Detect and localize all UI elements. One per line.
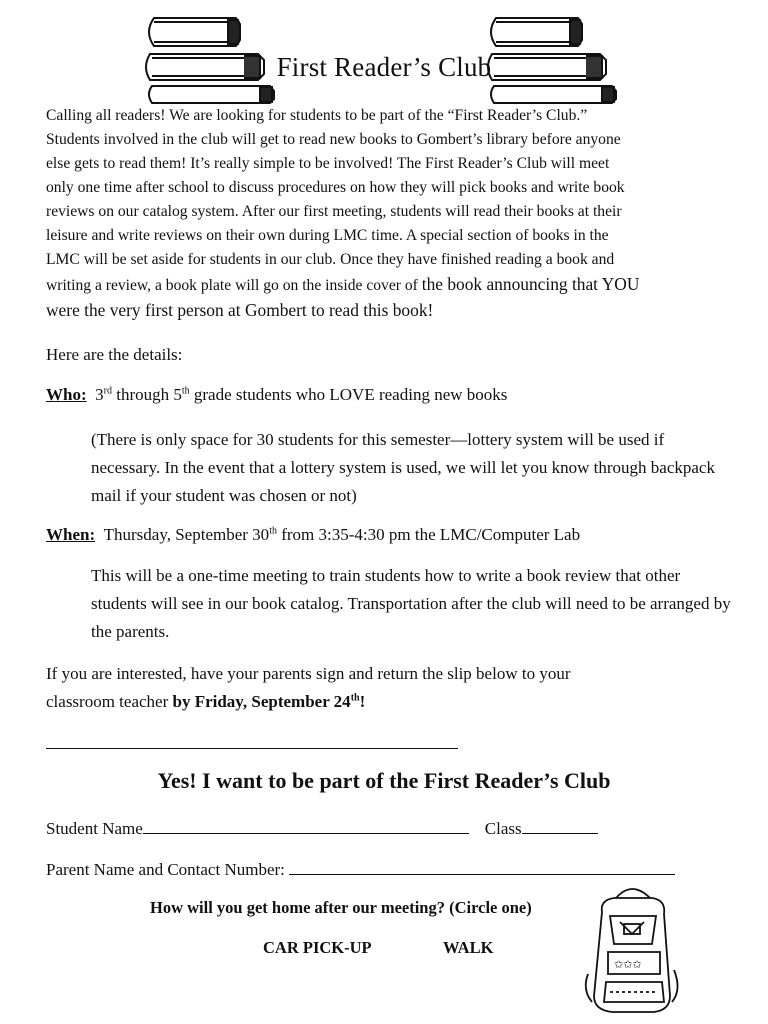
slip-heading: Yes! I want to be part of the First Reader’s Club [157,768,611,793]
when-line [46,525,580,545]
details-heading: Here are the details: [46,345,183,364]
interest-line-1: If you are interested, have your parents sign and return the slip below to your [46,664,571,683]
when-sup: th [269,525,277,537]
who-rest: grade students who LOVE reading new books [189,385,508,404]
intro-line: were the very first person at Gombert to read this book! [46,300,434,320]
svg-text:✩✩✩: ✩✩✩ [614,958,642,971]
when-label: When: [46,525,96,544]
who-note: (There is only space for 30 students for this semester—lottery system will be used if necessary. In the event that a lottery system is used, we will let you know through backpack mail if your student was chosen or not) [91,430,715,505]
intro-line-8-end: the book announcing that YOU [421,274,640,294]
option-car-pickup[interactable]: CAR PICK-UP [263,938,372,957]
when-time: from 3:35-4:30 pm the LMC/Computer Lab [276,525,581,544]
who-label: Who: [46,385,87,404]
intro-line: else gets to read them! It’s really simple to be involved! The First Reader’s Club will meet [46,155,610,172]
intro-line: only one time after school to discuss procedures on how they will pick books and write book [46,179,625,196]
intro-line [46,272,736,298]
intro-line: Calling all readers! We are looking for students to be part of the “First Reader’s Club.” [46,107,588,124]
backpack-icon [580,878,684,1018]
student-name-label: Student Name [46,819,143,838]
student-row [46,817,746,839]
parent-name-label: Parent Name and Contact Number: [46,860,290,879]
intro-line: leisure and write reviews on their own during LMC time. A special section of books in the [46,227,609,244]
intro-line-8-start: writing a review, a book plate will go on the inside cover of [46,277,422,294]
student-name-field[interactable] [143,817,469,834]
transport-question: How will you get home after our meeting? (Circle one) [150,898,532,917]
who-mid: through 5 [111,385,182,404]
class-label: Class [484,819,522,838]
interest-end: ! [359,692,366,711]
who-sup-rd: rd [103,385,112,397]
interest-sup: th [350,692,360,704]
intro-line: Students involved in the club will get to read new books to Gombert’s library before anyone [46,131,621,148]
option-walk[interactable]: WALK [443,938,494,957]
page-title: First Reader’s Club [276,52,492,82]
who-sup-th: th [181,385,190,397]
who-grade-start: 3 [95,385,104,404]
intro-line: reviews on our catalog system. After our first meeting, students will read their books at their [46,203,622,220]
when-note: This will be a one-time meeting to train students how to write a book review that other students will see in our book catalog. Transportation after the club will need to be arranged by the parents. [91,566,731,641]
class-field[interactable] [522,817,598,834]
intro-paragraph [46,104,736,322]
interest-paragraph [46,660,571,716]
parent-row [46,858,746,880]
when-date: Thursday, September 30 [103,525,270,544]
interest-deadline: by Friday, September 24 [172,692,351,711]
intro-line: LMC will be set aside for students in our club. Once they have finished reading a book and [46,251,615,268]
interest-line-2: classroom teacher [46,692,173,711]
cut-line [46,748,458,749]
who-line [46,385,507,405]
parent-contact-field[interactable] [289,858,675,875]
